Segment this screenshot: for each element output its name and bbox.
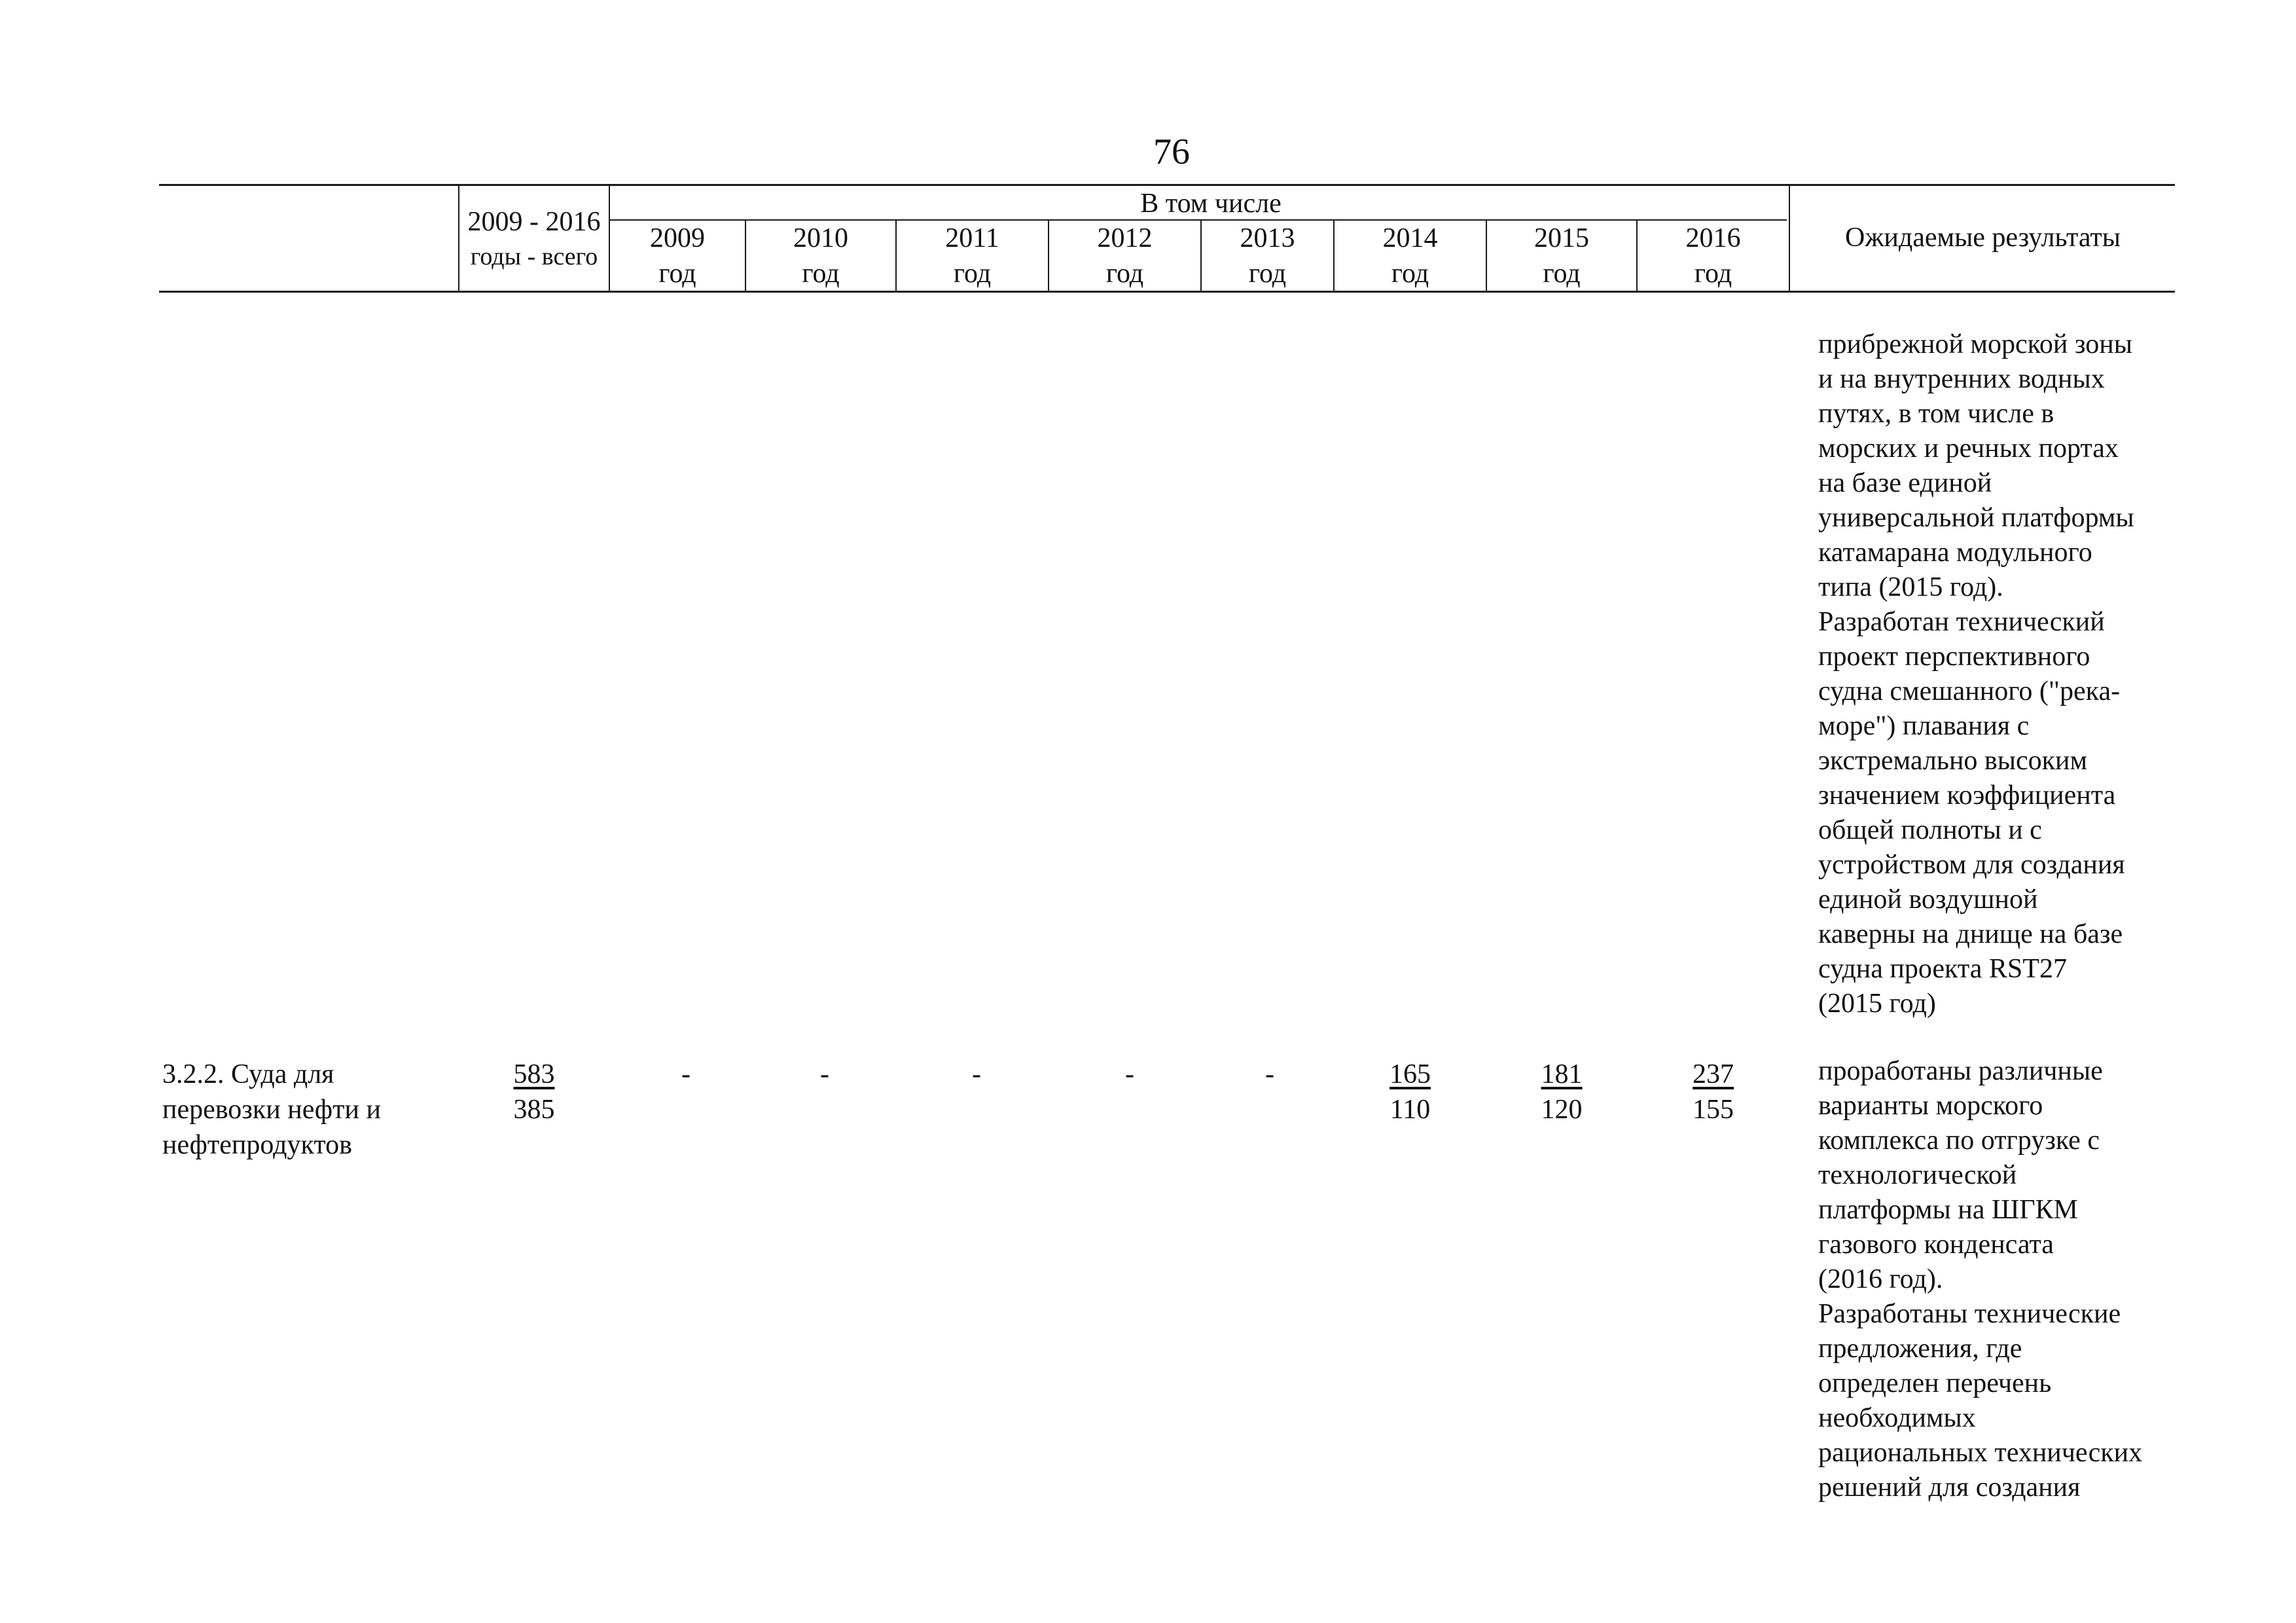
header-results-label: Ожидаемые результаты (1845, 223, 2121, 253)
header-year-2016: 2016 (1685, 223, 1741, 253)
row-name: 3.2.2. Суда для перевозки нефти и нефтепродуктов (162, 1059, 381, 1160)
value-2009: - (681, 1059, 691, 1089)
total-top-value: 583 (513, 1059, 555, 1089)
header-unit-2011: год (953, 259, 992, 289)
header-unit-2009: год (658, 259, 696, 289)
value-2012: - (1125, 1059, 1134, 1089)
value-2016-bottom: 155 (1693, 1095, 1734, 1125)
header-year-2013: 2013 (1240, 223, 1295, 253)
header-bottom-rule (159, 291, 2175, 293)
header-year-2009: 2009 (650, 223, 705, 253)
header-group-label: В том числе (1140, 189, 1282, 219)
value-2014-top: 165 (1390, 1059, 1431, 1089)
value-2015-bottom: 120 (1541, 1095, 1583, 1125)
header-year-2014: 2014 (1382, 223, 1438, 253)
header-unit-2015: год (1543, 259, 1581, 289)
value-2014-bottom: 110 (1390, 1095, 1431, 1125)
header-total-line1: 2009 - 2016 (467, 207, 601, 237)
header-unit-2016: год (1694, 259, 1732, 289)
header-unit-2010: год (802, 259, 840, 289)
page-number: 76 (1153, 132, 1190, 172)
value-2015-top: 181 (1541, 1059, 1583, 1089)
header-year-2011: 2011 (945, 223, 999, 253)
total-bottom-value: 385 (513, 1095, 555, 1125)
header-total-line2: годы - всего (470, 243, 598, 270)
divider-results (1789, 185, 1790, 291)
value-2011: - (972, 1059, 981, 1089)
divider-total-left (458, 185, 459, 291)
value-2013: - (1265, 1059, 1274, 1089)
continuation-results-text: прибрежной морской зоны и на внутренних водных путях, в том числе в морских и речных портах на базе единой универсальной платформы катамарана модульного типа (2015 год). Разработан технический проект перспективного судна смешанного ("река- море") плавания с экстремально высоким значением коэффициента общей полноты и с устройством для создания единой воздушной каверны на днище на базе судна проекта RST27 (2015 год) (1818, 329, 2134, 1019)
header-year-2012: 2012 (1097, 223, 1153, 253)
header-year-2010: 2010 (793, 223, 848, 253)
row-results-text: проработаны различные варианты морского комплекса по отгрузке с технологической платформы на ШГКМ газового конденсата (2016 год). Разработаны технические предложения, где определен перечень необходимых рациональных технических решений для создания (1818, 1056, 2143, 1503)
header-unit-2012: год (1105, 259, 1144, 289)
header-unit-2014: год (1391, 259, 1429, 289)
header-year-2015: 2015 (1534, 223, 1589, 253)
header-top-rule (159, 184, 2175, 186)
value-2010: - (820, 1059, 829, 1089)
value-2016-top: 237 (1693, 1059, 1734, 1089)
header-unit-2013: год (1248, 259, 1287, 289)
